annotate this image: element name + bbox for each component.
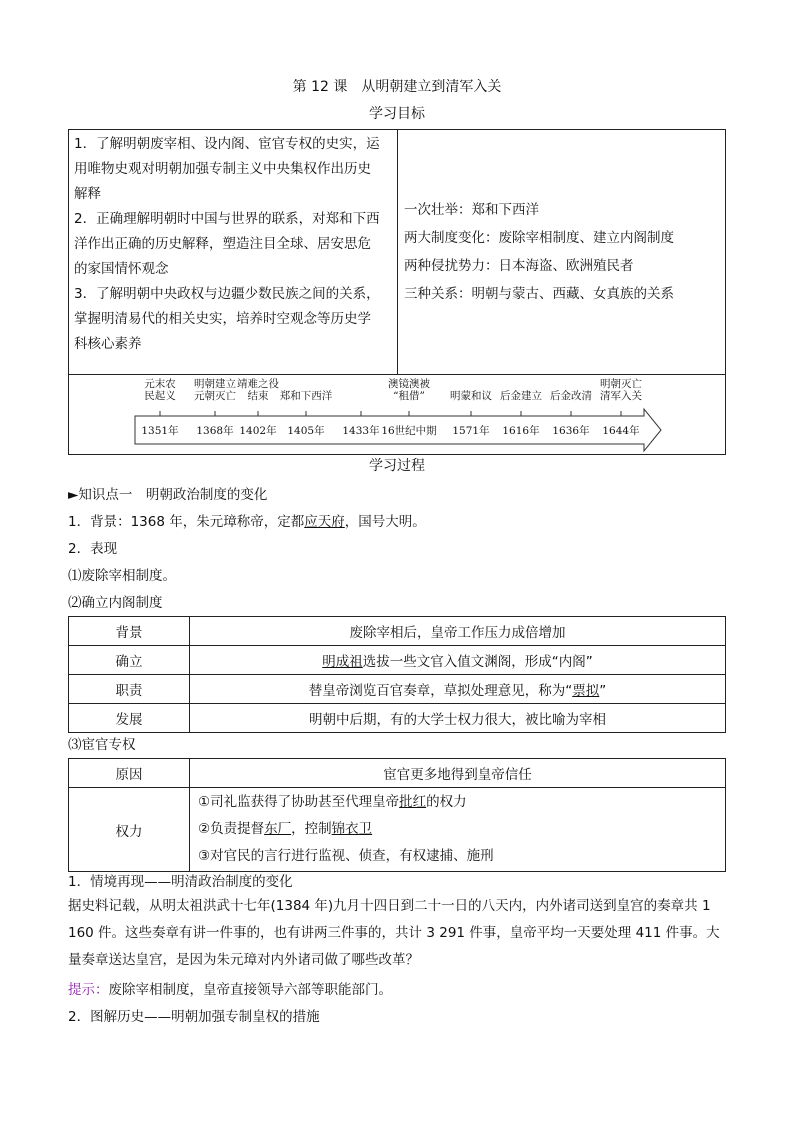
timeline-event-label: 结束 [247,390,269,402]
timeline-box [68,374,726,455]
diagram-heading: 2．图解历史——明朝加强专制皇权的措施 [68,1009,320,1025]
goal-line: 掌握明清易代的相关史实，培养时空观念等历史学 [74,311,371,327]
goal-line: 2．正确理解明朝时中国与世界的联系，对郑和下西 [74,211,380,227]
row-value: 明朝中后期，有的大学士权力很大，被比喻为宰相 [190,704,726,733]
timeline-event-label: 清军入关 [600,390,642,402]
row-key: 原因 [69,759,190,788]
situation-paragraph: 据史料记载，从明太祖洪武十七年(1384 年)九月十四日到二十一日的八天内，内外诸司送到皇宫的奏章共 1 160 件。这些奏章有讲一件事的，也有讲两三件事的，共计 3 291 件事，皇帝平均一天要处理 411 件事。大量奏章送达皇宫，是因为朱元璋对内外诸司做了哪些改革？ [68,898,720,968]
table-row [69,617,726,646]
row-key: 发展 [69,704,190,733]
goal-line: 1．了解明朝废宰相、设内阁、宦官专权的史实，运 [74,136,380,152]
goal-line: 解释 [74,186,101,202]
timeline-event-label: 后金改清 [550,390,592,402]
timeline-year: 1368年 [196,425,234,437]
hint-text: 废除宰相制度，皇帝直接领导六部等职能部门。 [108,982,392,998]
text: ，国号大明。 [344,514,426,530]
timeline-year: 1571年 [452,425,490,437]
table-row [69,646,726,675]
hint-label: 提示： [68,982,109,998]
timeline-year: 1644年 [602,425,640,437]
text: ” [599,683,607,699]
text: 的权力 [426,794,467,810]
goal-line: 用唯物史观对明朝加强专制主义中央集权作出历史 [74,161,371,177]
text: 选拔一些文官入值文渊阁，形成“内阁” [362,654,593,670]
timeline-year: 1616年 [502,425,540,437]
timeline-event-label: “租借” [393,390,425,402]
row-value: 废除宰相后，皇帝工作压力成倍增加 [190,617,726,646]
timeline-event-label: 明朝建立 [194,378,236,390]
timeline-event-label: 明蒙和议 [450,390,492,402]
goal-line: 洋作出正确的历史解释，塑造注目全球、居安思危 [74,236,371,252]
text: 1．背景：1368 年，朱元璋称帝，定都 [68,514,305,530]
cabinet-table [68,616,726,733]
timeline-event-label: 民起义 [144,390,176,402]
row-value [190,646,726,675]
item-eunuch-power: ⑶宦官专权 [68,737,136,753]
row-key: 确立 [69,646,190,675]
table-row [69,759,726,788]
hint-line [68,978,392,998]
timeline-event-label: 元末农 [144,378,176,390]
row-value [190,675,726,704]
knowledge-point-heading: ►知识点一 明朝政治制度的变化 [68,487,268,503]
answer-underlined: 票拟 [572,683,600,699]
goal-line: 3．了解明朝中央政权与边疆少数民族之间的关系， [74,286,380,302]
power-item [198,789,724,816]
timeline-year: 1405年 [287,425,325,437]
timeline-event-label: 明朝灭亡 [600,378,642,390]
goal-line: 的家国情怀观念 [74,261,169,277]
timeline-year: 1351年 [141,425,179,437]
key-point: 两大制度变化：废除宰相制度、建立内阁制度 [404,230,674,246]
answer-underlined: 批红 [399,794,427,810]
timeline-event-label: 元朝灭亡 [194,390,236,402]
key-point: 一次壮举：郑和下西洋 [404,202,539,218]
section-title-process: 学习过程 [369,458,425,474]
background-line [68,510,426,530]
power-item: ③对官民的言行进行监视、侦查，有权逮捕、施刑 [198,848,494,864]
table-row [69,704,726,733]
timeline-event-label: 后金建立 [500,390,542,402]
answer-underlined: 锦衣卫 [331,821,373,837]
timeline-event-label: 澳镜澳被 [388,378,430,390]
timeline-year: 1433年 [342,425,380,437]
text: 替皇帝浏览百官奏章，草拟处理意见，称为“ [308,683,573,699]
goals-left-cell [69,130,398,375]
power-item [198,816,724,843]
text: ，控制 [291,821,332,837]
table-row [69,788,726,872]
goal-line: 科核心素养 [74,336,142,352]
item-cabinet-system: ⑵确立内阁制度 [68,595,163,611]
lesson-title: 第 12 课 从明朝建立到清军入关 [292,79,502,95]
text: ②负责提督 [198,821,265,837]
situation-heading: 1．情境再现——明清政治制度的变化 [68,874,293,890]
timeline-event-label: 靖难之役 [237,378,279,390]
goals-table [68,129,726,375]
answer-underlined: 应天府 [304,514,345,530]
performance-heading: 2．表现 [68,541,118,557]
answer-underlined: 明成祖 [322,654,363,670]
key-point: 三种关系：明朝与蒙古、西藏、女真族的关系 [404,286,674,302]
timeline-year: 1402年 [239,425,277,437]
timeline-year: 16世纪中期 [381,425,437,437]
row-key: 权力 [69,788,190,872]
text: ①司礼监获得了协助甚至代理皇帝 [198,794,400,810]
section-title-goals: 学习目标 [369,106,425,122]
timeline-diagram [69,375,725,454]
row-value: 宦官更多地得到皇帝信任 [190,759,726,788]
row-key: 背景 [69,617,190,646]
key-point: 两种侵扰势力：日本海盗、欧洲殖民者 [404,258,634,274]
row-value [190,788,726,872]
goals-right-cell [398,130,726,375]
timeline-event-label: 郑和下西洋 [279,390,333,402]
item-abolish-chancellor: ⑴废除宰相制度。 [68,568,176,584]
row-key: 职责 [69,675,190,704]
eunuch-table [68,758,726,872]
timeline-year: 1636年 [552,425,590,437]
table-row [69,675,726,704]
answer-underlined: 东厂 [264,821,292,837]
